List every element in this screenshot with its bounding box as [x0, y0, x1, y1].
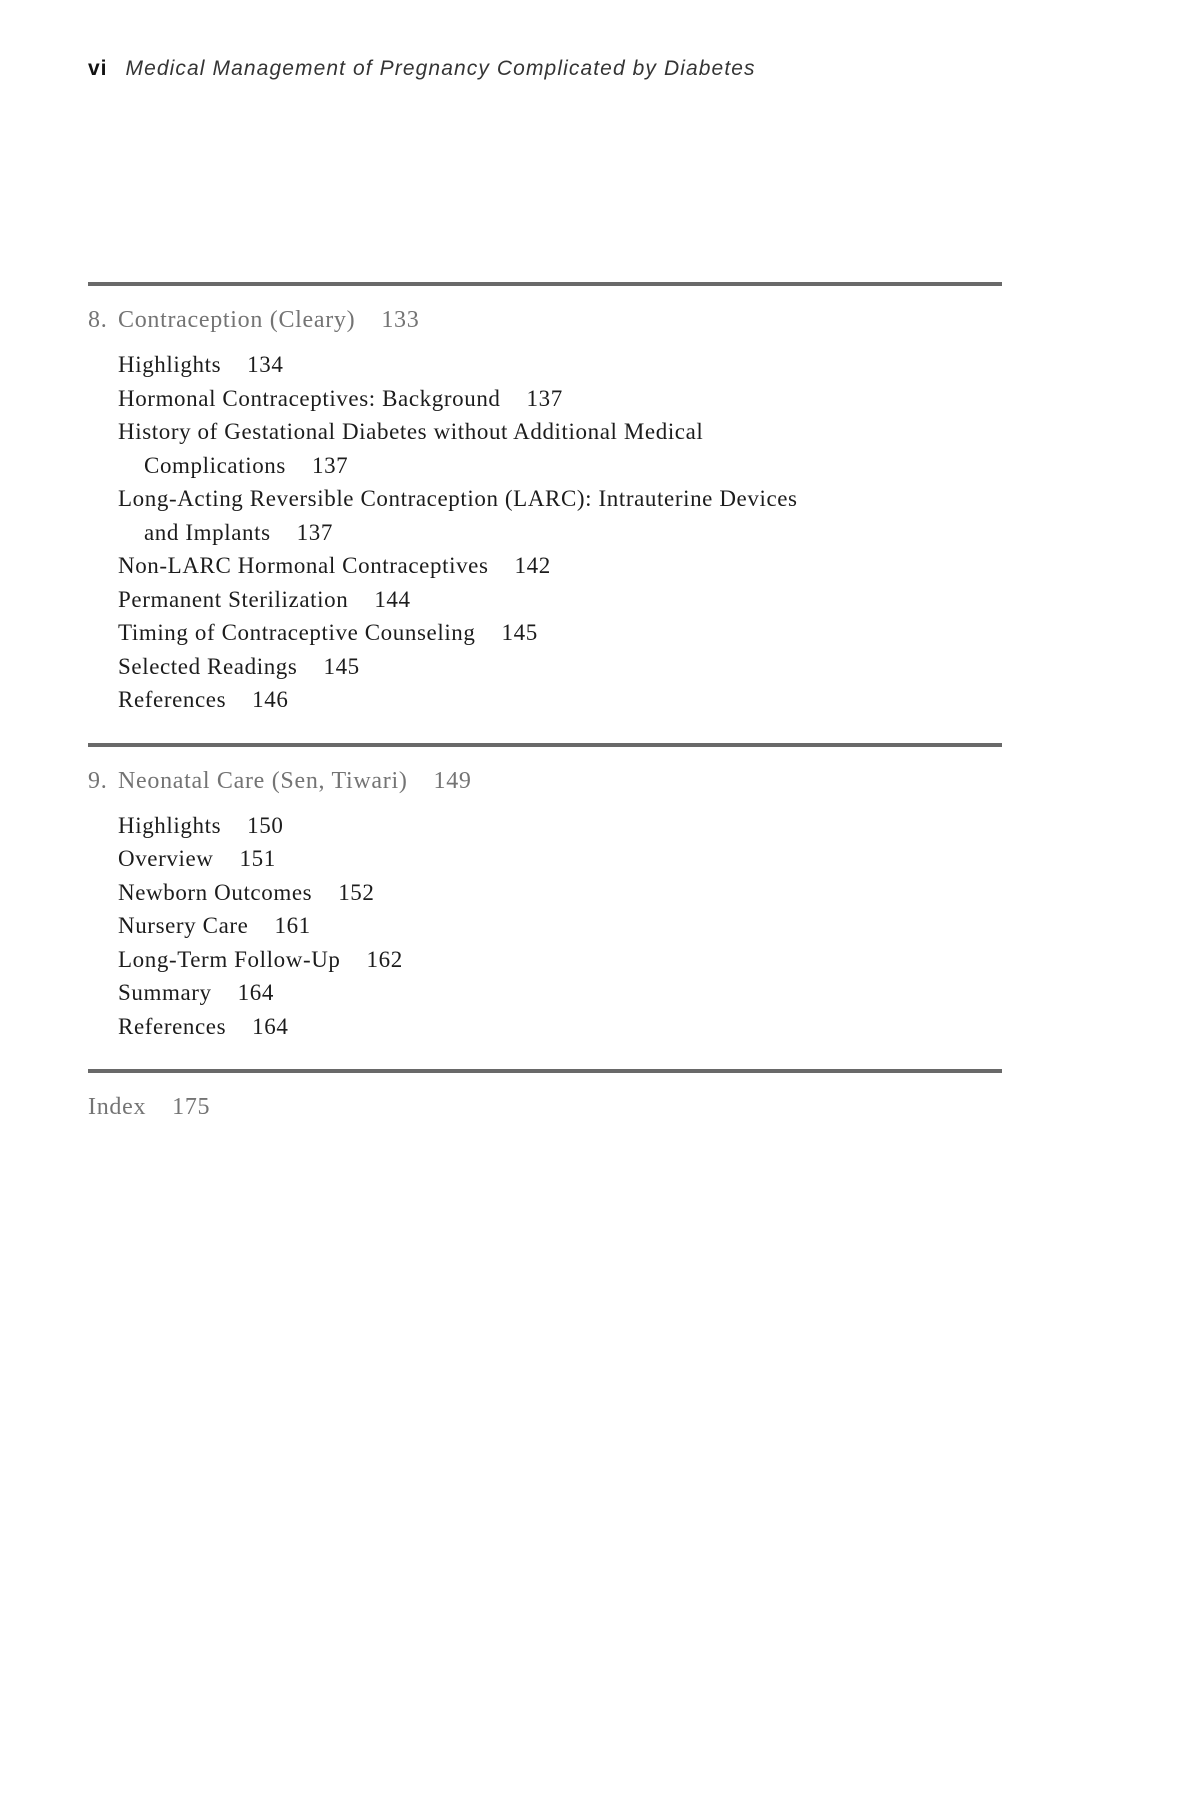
toc-entry-page: 164: [237, 980, 274, 1005]
chapter-number: 8.: [88, 307, 108, 333]
toc-entry: [118, 549, 1002, 583]
toc-entry-label: Long-Acting Reversible Contraception (LARC): Intrauterine Devices: [118, 486, 798, 511]
toc-entry: [118, 683, 1002, 717]
book-title: Medical Management of Pregnancy Complicated by Diabetes: [125, 57, 756, 80]
toc-entry-label: History of Gestational Diabetes without Additional Medical: [118, 419, 704, 444]
toc-entry-label: Summary: [118, 980, 212, 1005]
toc-entry: [118, 842, 1002, 876]
toc-entry-label: Highlights: [118, 352, 222, 377]
toc-entry: [118, 943, 1002, 977]
toc-entry-label: Selected Readings: [118, 653, 298, 679]
toc-entry: [118, 909, 1002, 943]
toc-entry-page: 164: [252, 1013, 289, 1039]
toc-entry: [118, 616, 1002, 650]
toc-entry-page: 137: [526, 385, 563, 411]
table-of-contents: [88, 282, 1002, 1123]
chapter-8-entries: [88, 348, 1002, 717]
toc-entry-label: Newborn Outcomes: [118, 879, 313, 905]
toc-entry-page: 145: [323, 653, 360, 679]
toc-entry-label: Nursery Care: [118, 913, 249, 938]
toc-entry: [118, 876, 1002, 910]
toc-entry-page: 150: [247, 812, 284, 838]
chapter-8-heading: [88, 304, 1002, 336]
toc-entry-page: 162: [366, 946, 403, 972]
toc-entry-label: References: [118, 687, 227, 712]
chapter-title: Neonatal Care (Sen, Tiwari): [118, 767, 408, 794]
toc-entry-label: Hormonal Contraceptives: Background: [118, 385, 501, 411]
index-page-number: 175: [172, 1094, 211, 1120]
toc-entry: [118, 1010, 1002, 1044]
toc-entry: [118, 650, 1002, 684]
toc-entry-label: Highlights: [118, 812, 222, 838]
toc-entry-label-continued: Complications: [144, 452, 286, 478]
toc-entry-page: 137: [311, 452, 349, 478]
toc-entry: [118, 809, 1002, 843]
toc-entry: [118, 583, 1002, 617]
toc-entry-page: 152: [338, 879, 375, 905]
chapter-8-section: [88, 282, 1002, 743]
toc-entry-label-continued: and Implants: [144, 519, 271, 545]
index-heading: [88, 1091, 1002, 1123]
toc-entry-label: Timing of Contraceptive Counseling: [118, 620, 476, 645]
running-head: [88, 57, 756, 81]
chapter-9-section: [88, 743, 1002, 1070]
toc-entry-label: Overview: [118, 846, 214, 871]
toc-entry-page: 146: [252, 687, 289, 712]
toc-entry: [118, 976, 1002, 1010]
toc-entry-page: 137: [296, 519, 333, 545]
toc-entry-page: 144: [374, 586, 411, 612]
chapter-page-number: 149: [433, 767, 472, 794]
toc-entry: [118, 348, 1002, 382]
chapter-title: Contraception (Cleary): [118, 307, 356, 333]
toc-entry-page: 145: [501, 620, 538, 645]
index-label: Index: [88, 1094, 147, 1120]
toc-entry: [118, 482, 1002, 549]
chapter-9-entries: [88, 809, 1002, 1044]
toc-entry-page: 134: [247, 352, 284, 377]
toc-entry-label: Long-Term Follow-Up: [118, 946, 341, 972]
toc-entry-label: Permanent Sterilization: [118, 586, 349, 612]
toc-entry-page: 151: [239, 846, 276, 871]
toc-entry: [118, 382, 1002, 416]
toc-entry: [118, 415, 1002, 482]
toc-entry-page: 142: [514, 553, 551, 578]
page-folio: vi: [88, 57, 108, 80]
chapter-number: 9.: [88, 767, 108, 794]
index-section: [88, 1069, 1002, 1123]
chapter-page-number: 133: [381, 307, 420, 333]
toc-entry-label: References: [118, 1013, 227, 1039]
chapter-9-heading: [88, 765, 1002, 797]
toc-entry-page: 161: [274, 913, 311, 938]
toc-entry-label: Non-LARC Hormonal Contraceptives: [118, 553, 489, 578]
